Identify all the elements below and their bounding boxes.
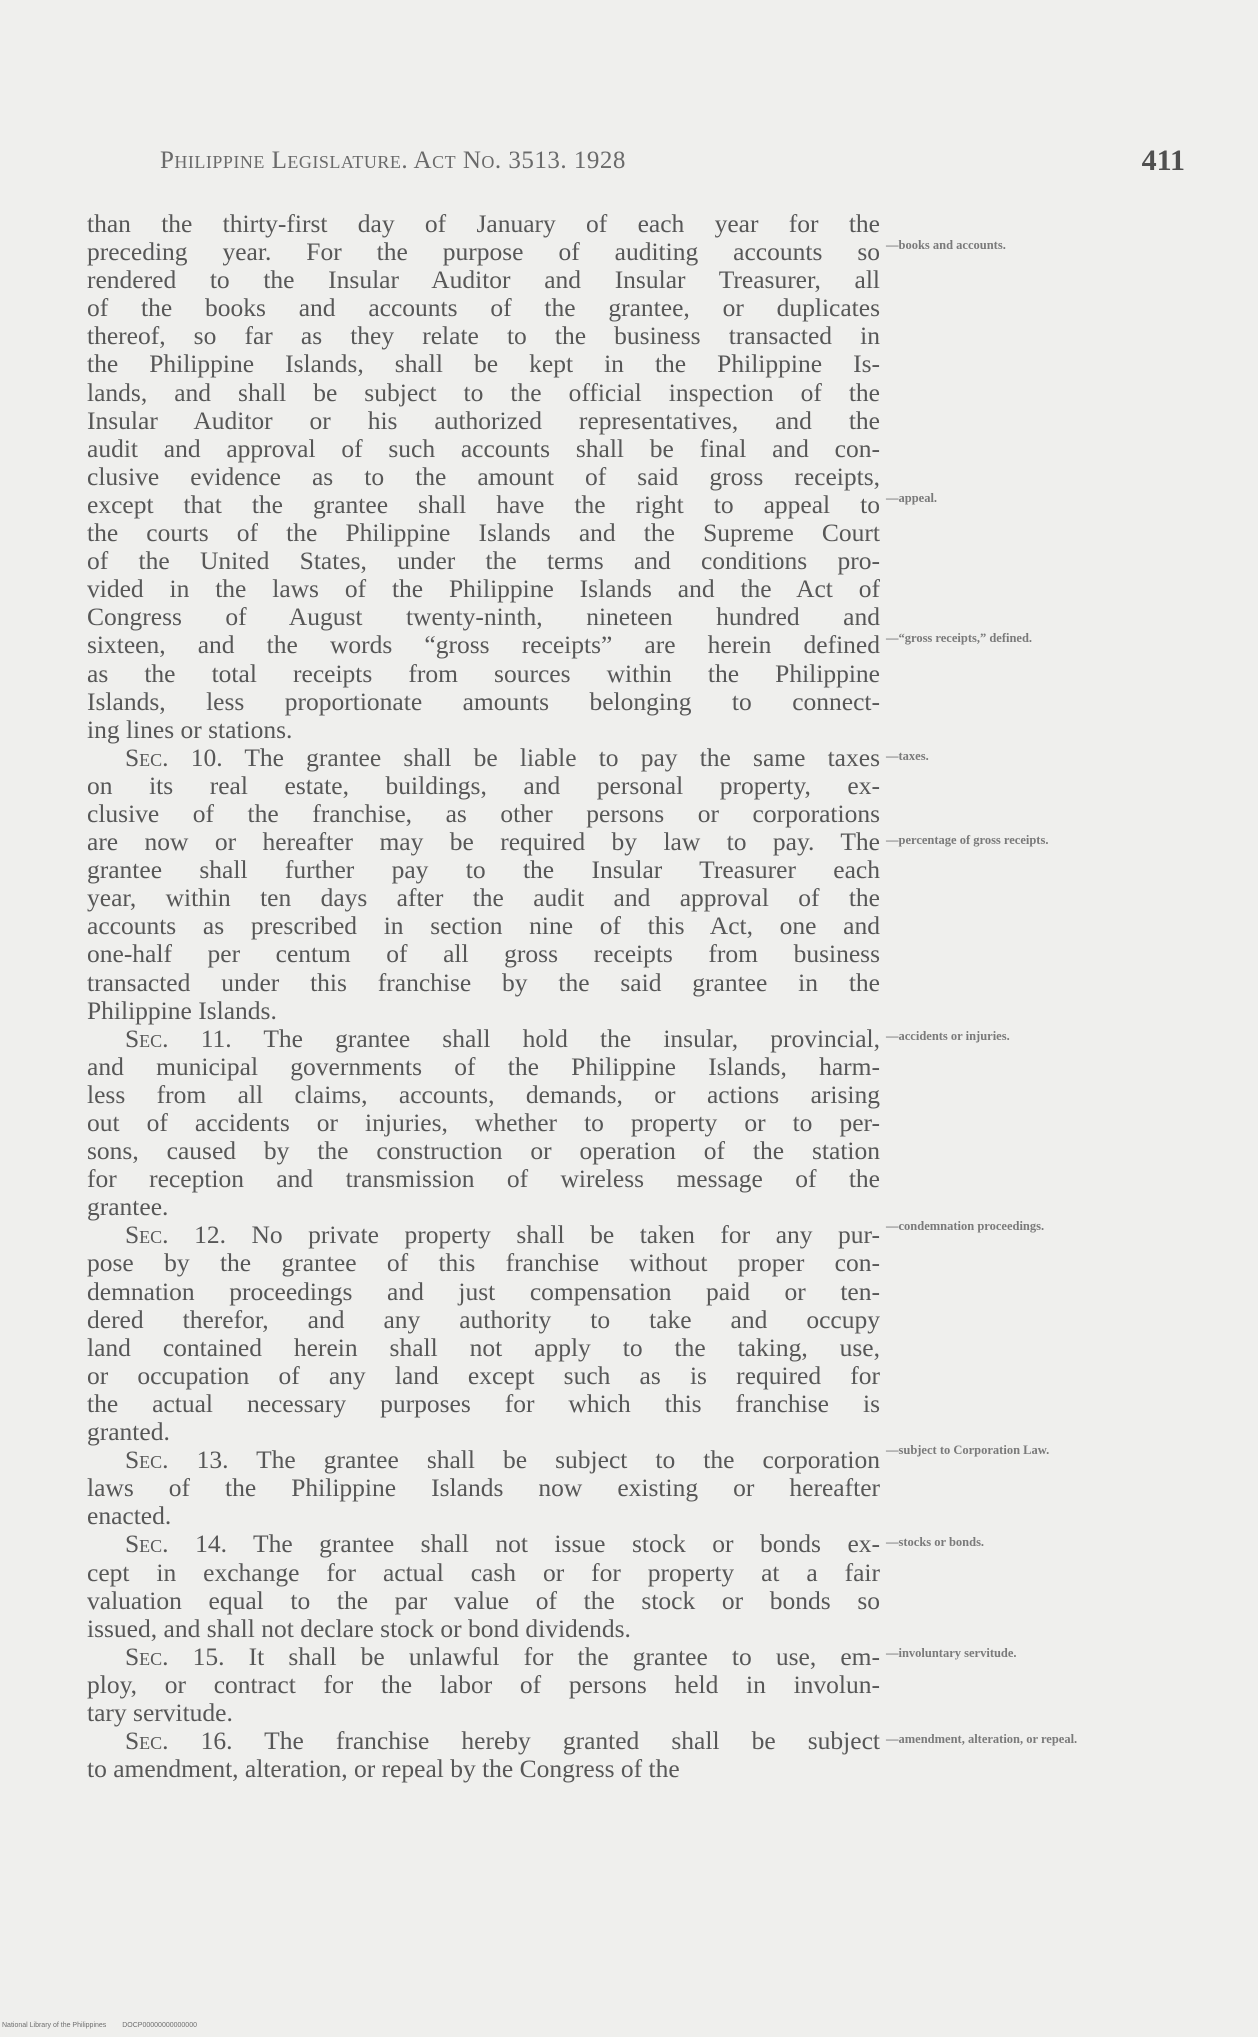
scan-footer [2,2022,211,2029]
line-text: Congress of August twenty-ninth, nineteen hundred and [87,602,880,632]
text-line [87,1165,880,1193]
line-text: vided in the laws of the Philippine Islands and the Act of [87,574,880,604]
text-line [87,1474,880,1502]
text-line [87,1755,880,1783]
footer-identifier: DOCP00000000000000 [122,2022,197,2029]
margin-note-stocks-or-bonds: —stocks or bonds. [886,1535,985,1549]
line-text: Islands, less proportionate amounts belonging to connect- [87,686,880,716]
text-line [87,912,880,940]
margin-note-involuntary-servitude: —involuntary servitude. [886,1646,1017,1660]
page-number: 411 [1141,144,1185,177]
line-text: the actual necessary purposes for which this franchise is [87,1388,880,1418]
line-text: except that the grantee shall have the right to appeal to [87,489,880,519]
line-text: one-half per centum of all gross receipts from business [87,939,880,969]
line-text: The grantee shall be subject to the corporation [228,1445,881,1475]
line-text: the Philippine Islands, shall be kept in the Philippine Is- [87,349,880,379]
text-line [87,828,880,856]
text-line [87,1053,880,1081]
text-line [87,491,880,519]
line-text: to amendment, alteration, or repeal by the Congress of the [87,1754,680,1784]
text-line [87,884,880,912]
section-number: Sec. 16. [125,1726,233,1756]
text-line [87,322,880,350]
margin-note-condemnation-proceedings: —condemnation proceedings. [886,1219,1045,1233]
text-line [87,238,880,266]
line-text: demnation proceedings and just compensation paid or ten- [87,1276,880,1306]
line-text: rendered to the Insular Auditor and Insular Treasurer, all [87,265,880,295]
text-line [87,997,880,1025]
text-line [87,716,880,744]
text-line [87,631,880,659]
line-text: of the books and accounts of the grantee, or duplicates [87,293,880,323]
text-line [87,1615,880,1643]
line-text: lands, and shall be subject to the official inspection of the [87,377,880,407]
text-line [87,744,880,772]
line-text: grantee shall further pay to the Insular Treasurer each [87,855,880,885]
line-text: No private property shall be taken for any pur- [225,1220,881,1250]
text-line [87,856,880,884]
line-text: than the thirty-first day of January of each year for the [87,209,880,238]
text-line [87,688,880,716]
text-line [87,940,880,968]
text-line [87,1221,880,1249]
line-text: pose by the grantee of this franchise without proper con- [87,1248,880,1278]
line-text: on its real estate, buildings, and personal property, ex- [87,770,880,800]
line-text: Insular Auditor or his authorized representatives, and the [87,405,880,435]
text-line [87,1502,880,1530]
line-text: land contained herein shall not apply to the taking, use, [87,1332,880,1362]
line-text: The franchise hereby granted shall be subject [232,1726,880,1756]
page-header [160,144,1185,187]
text-line [87,519,880,547]
line-text: less from all claims, accounts, demands, or actions arising [87,1079,880,1109]
line-text: for reception and transmission of wireless message of the [87,1164,880,1194]
text-line [87,1249,880,1277]
margin-note-books-and-accounts: —books and accounts. [886,238,1006,252]
text-line [87,1109,880,1137]
line-text: It shall be unlawful for the grantee to use, em- [224,1641,880,1671]
line-text: transacted under this franchise by the said grantee in the [87,967,880,997]
text-line [87,294,880,322]
line-text: audit and approval of such accounts shall be final and con- [87,433,880,463]
line-text: tary servitude. [87,1697,233,1727]
line-text: of the United States, under the terms and conditions pro- [87,546,880,576]
line-text: accounts as prescribed in section nine of this Act, one and [87,911,880,941]
text-line [87,1278,880,1306]
line-text: issued, and shall not declare stock or bond dividends. [87,1613,631,1643]
text-line [87,1390,880,1418]
text-line [87,800,880,828]
text-line [87,350,880,378]
running-head: Philippine Legislature. Act No. 3513. 1928 [160,147,626,174]
line-text: out of accidents or injuries, whether to property or to per- [87,1108,880,1137]
margin-note-gross-receipts-defined: —“gross receipts,” defined. [886,631,1033,645]
line-text: are now or hereafter may be required by law to pay. The [87,827,880,857]
text-line [87,575,880,603]
text-line [87,1727,880,1755]
line-text: dered therefor, and any authority to take and occupy [87,1304,880,1334]
text-line [87,379,880,407]
body-text [87,210,880,1783]
line-text: sons, caused by the construction or operation of the station [87,1136,880,1166]
margin-note-taxes: —taxes. [886,749,929,763]
text-line [87,1699,880,1727]
line-text: enacted. [87,1501,172,1531]
line-text: preceding year. For the purpose of auditing accounts so [87,237,880,267]
line-text: thereof, so far as they relate to the business transacted in [87,321,880,351]
line-text: clusive of the franchise, as other persons or corporations [87,798,880,828]
line-text: ing lines or stations. [87,714,293,744]
text-line [87,547,880,575]
line-text: year, within ten days after the audit and approval of the [87,883,880,913]
section-number: Sec. 12. [125,1220,226,1250]
section-number: Sec. 13. [125,1445,229,1475]
margin-note-amendment-alteration-repeal: —amendment, alteration, or repeal. [886,1732,1078,1746]
footer-source: National Library of the Philippines [2,2022,107,2029]
text-line [87,1587,880,1615]
section-number: Sec. 15. [125,1641,225,1671]
text-line [87,1334,880,1362]
text-line [87,1418,880,1446]
text-line [87,1530,880,1558]
line-text: cept in exchange for actual cash or for property at a fair [87,1557,880,1587]
text-line [87,1025,880,1053]
margin-note-corporation-law: —subject to Corporation Law. [886,1443,1050,1457]
margin-note-percentage-of-gross-receipts: —percentage of gross receipts. [886,833,1049,847]
text-line [87,1671,880,1699]
text-line [87,1137,880,1165]
line-text: and municipal governments of the Philippine Islands, harm- [87,1051,880,1081]
line-text: sixteen, and the words “gross receipts” are herein defined [87,630,880,660]
text-line [87,407,880,435]
text-line [87,463,880,491]
text-line [87,1306,880,1334]
section-number: Sec. 11. [125,1023,232,1053]
text-line [87,969,880,997]
line-text: ploy, or contract for the labor of persons held in involun- [87,1669,880,1699]
line-text: the courts of the Philippine Islands and the Supreme Court [87,518,880,548]
text-line [87,1193,880,1221]
text-line [87,1643,880,1671]
section-number: Sec. 10. [125,742,223,772]
text-line [87,1446,880,1474]
line-text: clusive evidence as to the amount of said gross receipts, [87,461,880,491]
line-text: The grantee shall hold the insular, provincial, [231,1023,880,1053]
line-text: The grantee shall not issue stock or bonds ex- [226,1529,881,1559]
section-number: Sec. 14. [125,1529,227,1559]
text-line [87,603,880,631]
text-line [87,210,880,238]
line-text: granted. [87,1417,170,1447]
line-text: valuation equal to the par value of the stock or bonds so [87,1585,880,1615]
line-text: grantee. [87,1192,169,1222]
text-line [87,772,880,800]
margin-note-appeal: —appeal. [886,491,938,505]
line-text: or occupation of any land except such as is required for [87,1360,880,1390]
text-line [87,435,880,463]
margin-note-accidents-or-injuries: —accidents or injuries. [886,1029,1010,1043]
line-text: laws of the Philippine Islands now existing or hereafter [87,1473,880,1503]
line-text: The grantee shall be liable to pay the same taxes [222,742,880,772]
text-line [87,266,880,294]
line-text: Philippine Islands. [87,995,277,1025]
text-line [87,1362,880,1390]
line-text: as the total receipts from sources within the Philippine [87,658,880,688]
text-line [87,1559,880,1587]
text-line [87,1081,880,1109]
text-line [87,660,880,688]
